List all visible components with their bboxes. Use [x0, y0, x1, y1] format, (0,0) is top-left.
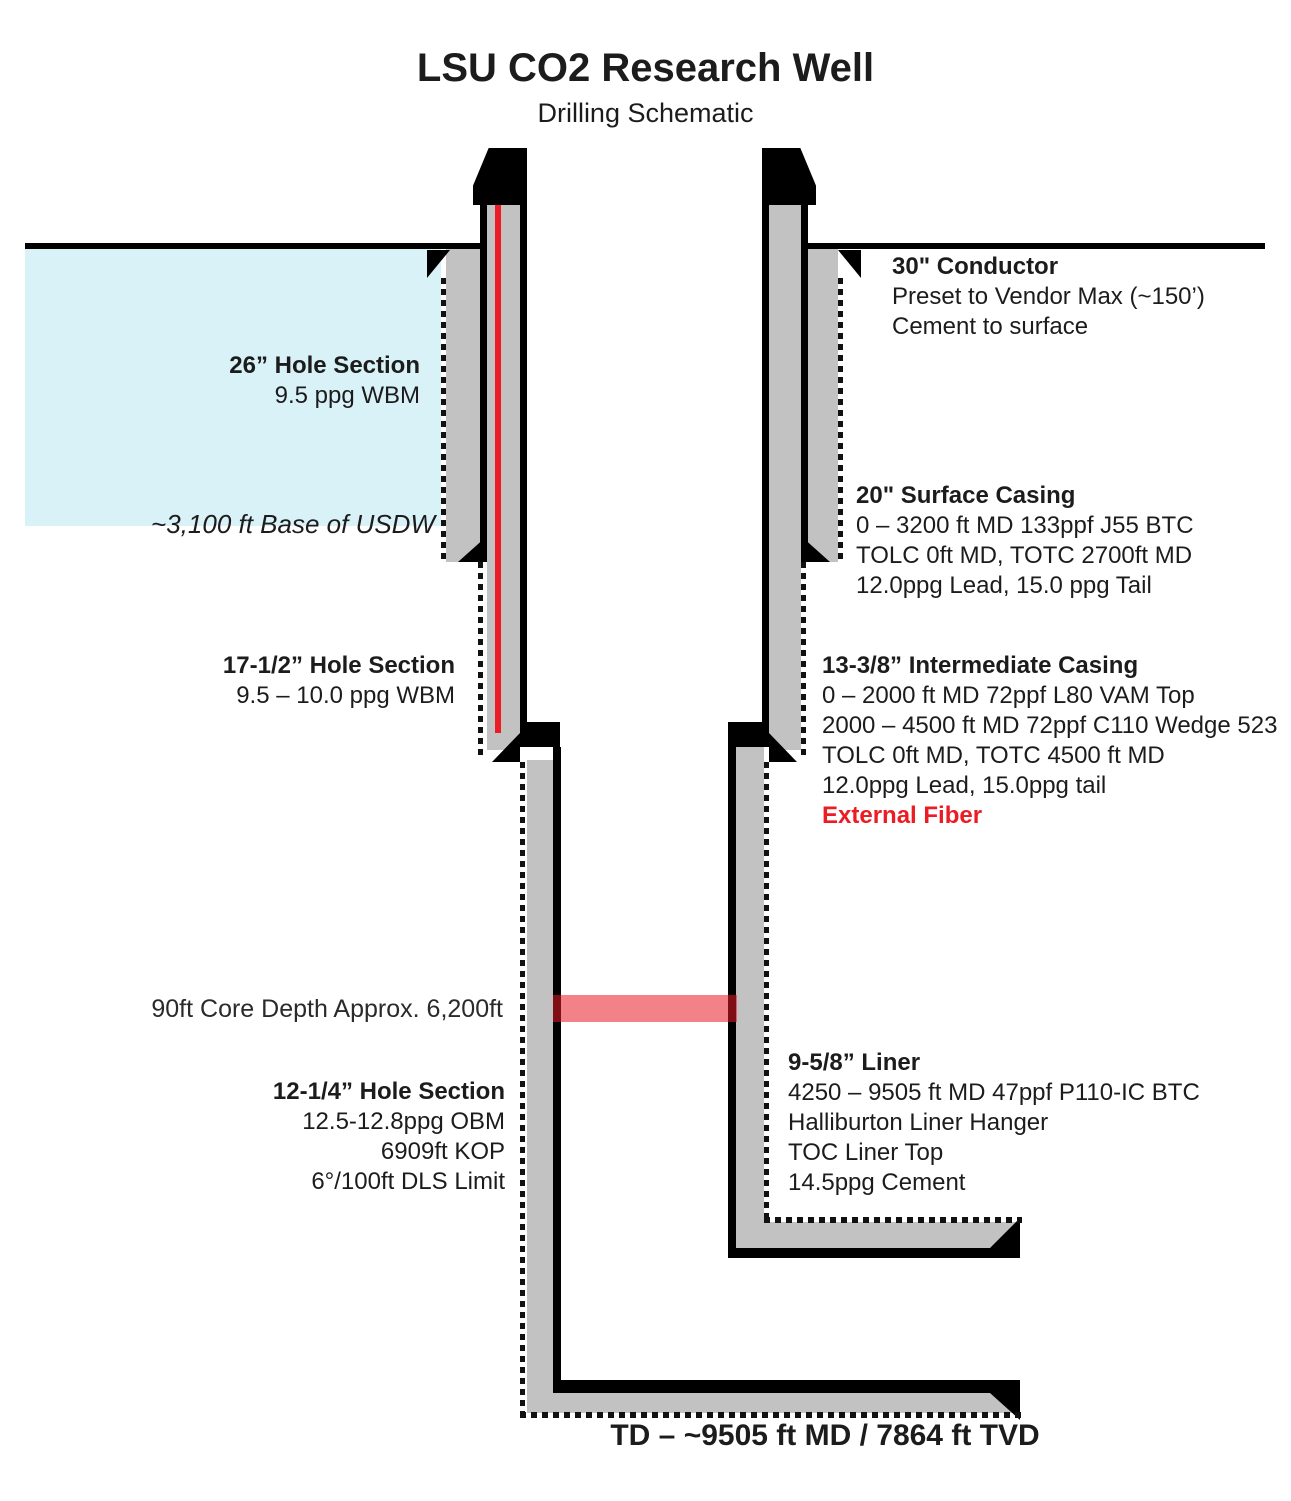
ground-surface-line-left [25, 243, 483, 249]
cement-26-hole-right [808, 249, 838, 562]
td-label: TD – ~9505 ft MD / 7864 ft TVD [610, 1419, 1040, 1452]
liner-label-line: 14.5ppg Cement [788, 1169, 966, 1196]
conductor-label-title: 30" Conductor [892, 253, 1059, 280]
hole-17-label-line: 9.5 – 10.0 ppg WBM [236, 682, 455, 709]
hole-12-label-line: 6909ft KOP [380, 1138, 505, 1165]
cement-12-hole-right-vertical [736, 747, 764, 1222]
surface-casing-label-line: 12.0ppg Lead, 15.0 ppg Tail [856, 572, 1152, 599]
intermediate-casing-wall-right [762, 203, 769, 747]
hole-17-dotted-right [801, 562, 806, 758]
wellhead-cap-right [762, 148, 816, 205]
usdw-label: ~3,100 ft Base of USDW [151, 509, 435, 539]
page-title: LSU CO2 Research Well [416, 46, 875, 90]
hole-12-label-line: 6°/100ft DLS Limit [311, 1168, 505, 1195]
hole-26-dotted-left [441, 278, 446, 562]
liner-hanger-right [728, 722, 769, 747]
hole-17-label [223, 651, 455, 711]
hole-17-label-title: 17-1/2” Hole Section [222, 652, 455, 679]
core-depth-marker [553, 995, 737, 1022]
wellhead-cap-left [473, 148, 527, 205]
hole-17-dotted-left [478, 562, 483, 758]
cement-12-hole-left-horizontal [527, 1393, 1020, 1413]
hole-12-dotted-bottom-horizontal [520, 1412, 1025, 1418]
page-subtitle: Drilling Schematic [537, 98, 754, 128]
liner-hanger-left [520, 722, 560, 747]
conductor-label-line: Preset to Vendor Max (~150’) [892, 283, 1205, 310]
surface-casing-label-title: 20" Surface Casing [856, 482, 1076, 509]
intermediate-casing-label-line: 2000 – 4500 ft MD 72ppf C110 Wedge 523 [822, 712, 1278, 739]
conductor-label [892, 252, 1205, 342]
cement-12-hole-right-horizontal [736, 1222, 1020, 1248]
external-fiber-label: External Fiber [822, 802, 983, 829]
liner-label-line: 4250 – 9505 ft MD 47ppf P110-IC BTC [788, 1079, 1200, 1106]
hole-26-label-line: 9.5 ppg WBM [274, 382, 420, 409]
liner-wall-top-horizontal [728, 1248, 1020, 1258]
hole-12-label [273, 1077, 505, 1197]
hole-12-dotted-top-horizontal [764, 1217, 1022, 1223]
cement-26-hole-left [446, 249, 480, 562]
cement-mid-left [487, 203, 520, 750]
external-fiber-line [495, 205, 501, 733]
liner-label-title: 9-5/8” Liner [788, 1049, 921, 1076]
hole-26-label-title: 26” Hole Section [229, 352, 420, 379]
hole-26-dotted-right [838, 278, 843, 562]
intermediate-casing-label-line: 0 – 2000 ft MD 72ppf L80 VAM Top [822, 682, 1195, 709]
hole-12-label-line: 12.5-12.8ppg OBM [302, 1108, 505, 1135]
cement-mid-right [769, 203, 801, 750]
hole-12-label-title: 12-1/4” Hole Section [272, 1078, 505, 1105]
intermediate-casing-label-line: 12.0ppg Lead, 15.0ppg tail [822, 772, 1107, 799]
surface-casing-wall-left [480, 203, 487, 562]
liner-wall-left-vertical [553, 747, 561, 1393]
surface-casing-label-line: 0 – 3200 ft MD 133ppf J55 BTC [856, 512, 1194, 539]
core-depth-label: 90ft Core Depth Approx. 6,200ft [151, 995, 503, 1023]
liner-label-line: TOC Liner Top [788, 1139, 944, 1166]
intermediate-casing-label-line: TOLC 0ft MD, TOTC 4500 ft MD [822, 742, 1165, 769]
cement-12-hole-left-vertical [527, 760, 553, 1413]
liner-label [788, 1048, 1200, 1198]
hole-12-dotted-right-vertical [764, 762, 769, 1217]
liner-label-line: Halliburton Liner Hanger [788, 1109, 1049, 1136]
hole-26-label [229, 351, 420, 411]
intermediate-casing-label-title: 13-3/8” Intermediate Casing [822, 652, 1139, 679]
intermediate-casing-wall-left [520, 203, 527, 747]
conductor-label-line: Cement to surface [892, 313, 1089, 340]
liner-wall-bottom-horizontal [553, 1380, 1020, 1393]
conductor-shoe-right [838, 250, 861, 278]
surface-casing-wall-right [801, 203, 808, 562]
intermediate-casing-label [822, 651, 1277, 831]
surface-casing-label-line: TOLC 0ft MD, TOTC 2700ft MD [856, 542, 1193, 569]
ground-surface-line-right [805, 243, 1265, 249]
surface-casing-label [856, 481, 1194, 601]
hole-12-dotted-left-vertical [520, 762, 525, 1417]
